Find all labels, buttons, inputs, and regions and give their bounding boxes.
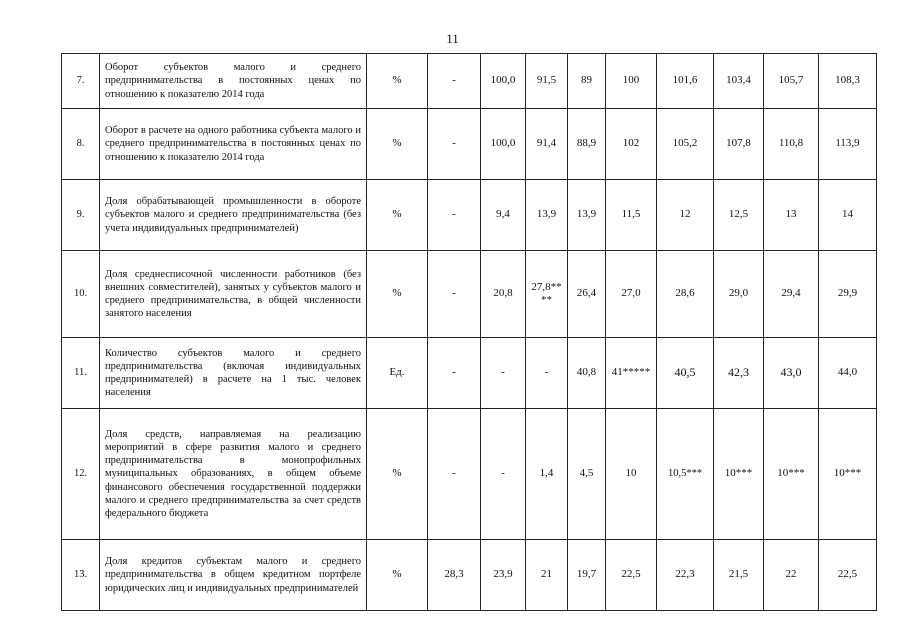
value-cell: 105,2 [657,109,714,180]
value-cell: 21,5 [714,540,764,611]
value-cell: - [428,251,481,338]
unit-cell: % [367,251,428,338]
indicator-name: Доля средств, направляемая на реализацию мероприятий в сфере развития малого и среднего предпринимательства в монопрофильных муниципальных образованиях, в общем объеме финансового обеспечения государственной поддержки малого и среднего предпринимательства за счет средств федерального бюджета [100,409,367,540]
value-cell: 21 [526,540,568,611]
value-cell: 113,9 [819,109,877,180]
unit-cell: % [367,540,428,611]
value-cell: 22,5 [819,540,877,611]
value-cell: 43,0 [764,338,819,409]
value-cell: 1,4 [526,409,568,540]
table-row [62,54,877,109]
value-cell: - [428,180,481,251]
indicator-name: Количество субъектов малого и среднего предпринимательства (включая индивидуальных предпринимателей) в расчете на 1 тыс. человек населения [100,338,367,409]
value-cell: - [526,338,568,409]
value-cell: 13,9 [568,180,606,251]
value-cell: 28,6 [657,251,714,338]
value-cell: 103,4 [714,54,764,109]
row-number: 12. [62,409,100,540]
value-cell: 101,6 [657,54,714,109]
value-cell: 19,7 [568,540,606,611]
value-cell: - [481,409,526,540]
unit-cell: % [367,109,428,180]
value-cell: 27,8**** [526,251,568,338]
table-row [62,109,877,180]
value-cell: 42,3 [714,338,764,409]
value-cell: 40,5 [657,338,714,409]
row-number: 13. [62,540,100,611]
value-cell: - [428,109,481,180]
value-cell: 10,5*** [657,409,714,540]
value-cell: - [428,54,481,109]
value-cell: 91,5 [526,54,568,109]
table-row [62,180,877,251]
indicator-name: Оборот в расчете на одного работника субъекта малого и среднего предпринимательства в постоянных ценах по отношению к показателю 2014 года [100,109,367,180]
indicator-name: Доля среднесписочной численности работников (без внешних совместителей), занятых у субъектов малого и среднего предпринимательства, в общей численности занятого населения [100,251,367,338]
value-cell: 11,5 [606,180,657,251]
value-cell: 29,9 [819,251,877,338]
value-cell: - [481,338,526,409]
row-number: 11. [62,338,100,409]
value-cell: 10 [606,409,657,540]
value-cell: 12,5 [714,180,764,251]
value-cell: 10*** [714,409,764,540]
unit-cell: % [367,180,428,251]
value-cell: 29,0 [714,251,764,338]
value-cell: 10*** [819,409,877,540]
value-cell: 4,5 [568,409,606,540]
indicators-table [61,53,877,611]
row-number: 9. [62,180,100,251]
value-cell: - [428,338,481,409]
value-cell: 41***** [606,338,657,409]
unit-cell: Ед. [367,338,428,409]
value-cell: 26,4 [568,251,606,338]
value-cell: 88,9 [568,109,606,180]
row-number: 7. [62,54,100,109]
table-row [62,251,877,338]
value-cell: 14 [819,180,877,251]
page-number: 11 [446,31,459,46]
value-cell: 27,0 [606,251,657,338]
value-cell: 28,3 [428,540,481,611]
value-cell: 108,3 [819,54,877,109]
value-cell: 89 [568,54,606,109]
indicator-name: Доля обрабатывающей промышленности в обороте субъектов малого и среднего предпринимательства (без учета индивидуальных предпринимателей) [100,180,367,251]
value-cell: 102 [606,109,657,180]
row-number: 10. [62,251,100,338]
row-number: 8. [62,109,100,180]
value-cell: 29,4 [764,251,819,338]
unit-cell: % [367,54,428,109]
value-cell: 9,4 [481,180,526,251]
table-row [62,338,877,409]
value-cell: 22,3 [657,540,714,611]
value-cell: 10*** [764,409,819,540]
table-row [62,409,877,540]
indicator-name: Оборот субъектов малого и среднего предпринимательства в постоянных ценах по отношению к показателю 2014 года [100,54,367,109]
value-cell: 100,0 [481,109,526,180]
value-cell: 110,8 [764,109,819,180]
value-cell: 44,0 [819,338,877,409]
value-cell: 107,8 [714,109,764,180]
indicator-name: Доля кредитов субъектам малого и среднего предпринимательства в общем кредитном портфеле юридических лиц и индивидуальных предпринимателей [100,540,367,611]
value-cell: 23,9 [481,540,526,611]
unit-cell: % [367,409,428,540]
value-cell: 13,9 [526,180,568,251]
table-row [62,540,877,611]
value-cell: 105,7 [764,54,819,109]
value-cell: 22,5 [606,540,657,611]
value-cell: 22 [764,540,819,611]
value-cell: 40,8 [568,338,606,409]
value-cell: 13 [764,180,819,251]
value-cell: 100 [606,54,657,109]
value-cell: - [428,409,481,540]
value-cell: 12 [657,180,714,251]
value-cell: 20,8 [481,251,526,338]
value-cell: 91,4 [526,109,568,180]
value-cell: 100,0 [481,54,526,109]
